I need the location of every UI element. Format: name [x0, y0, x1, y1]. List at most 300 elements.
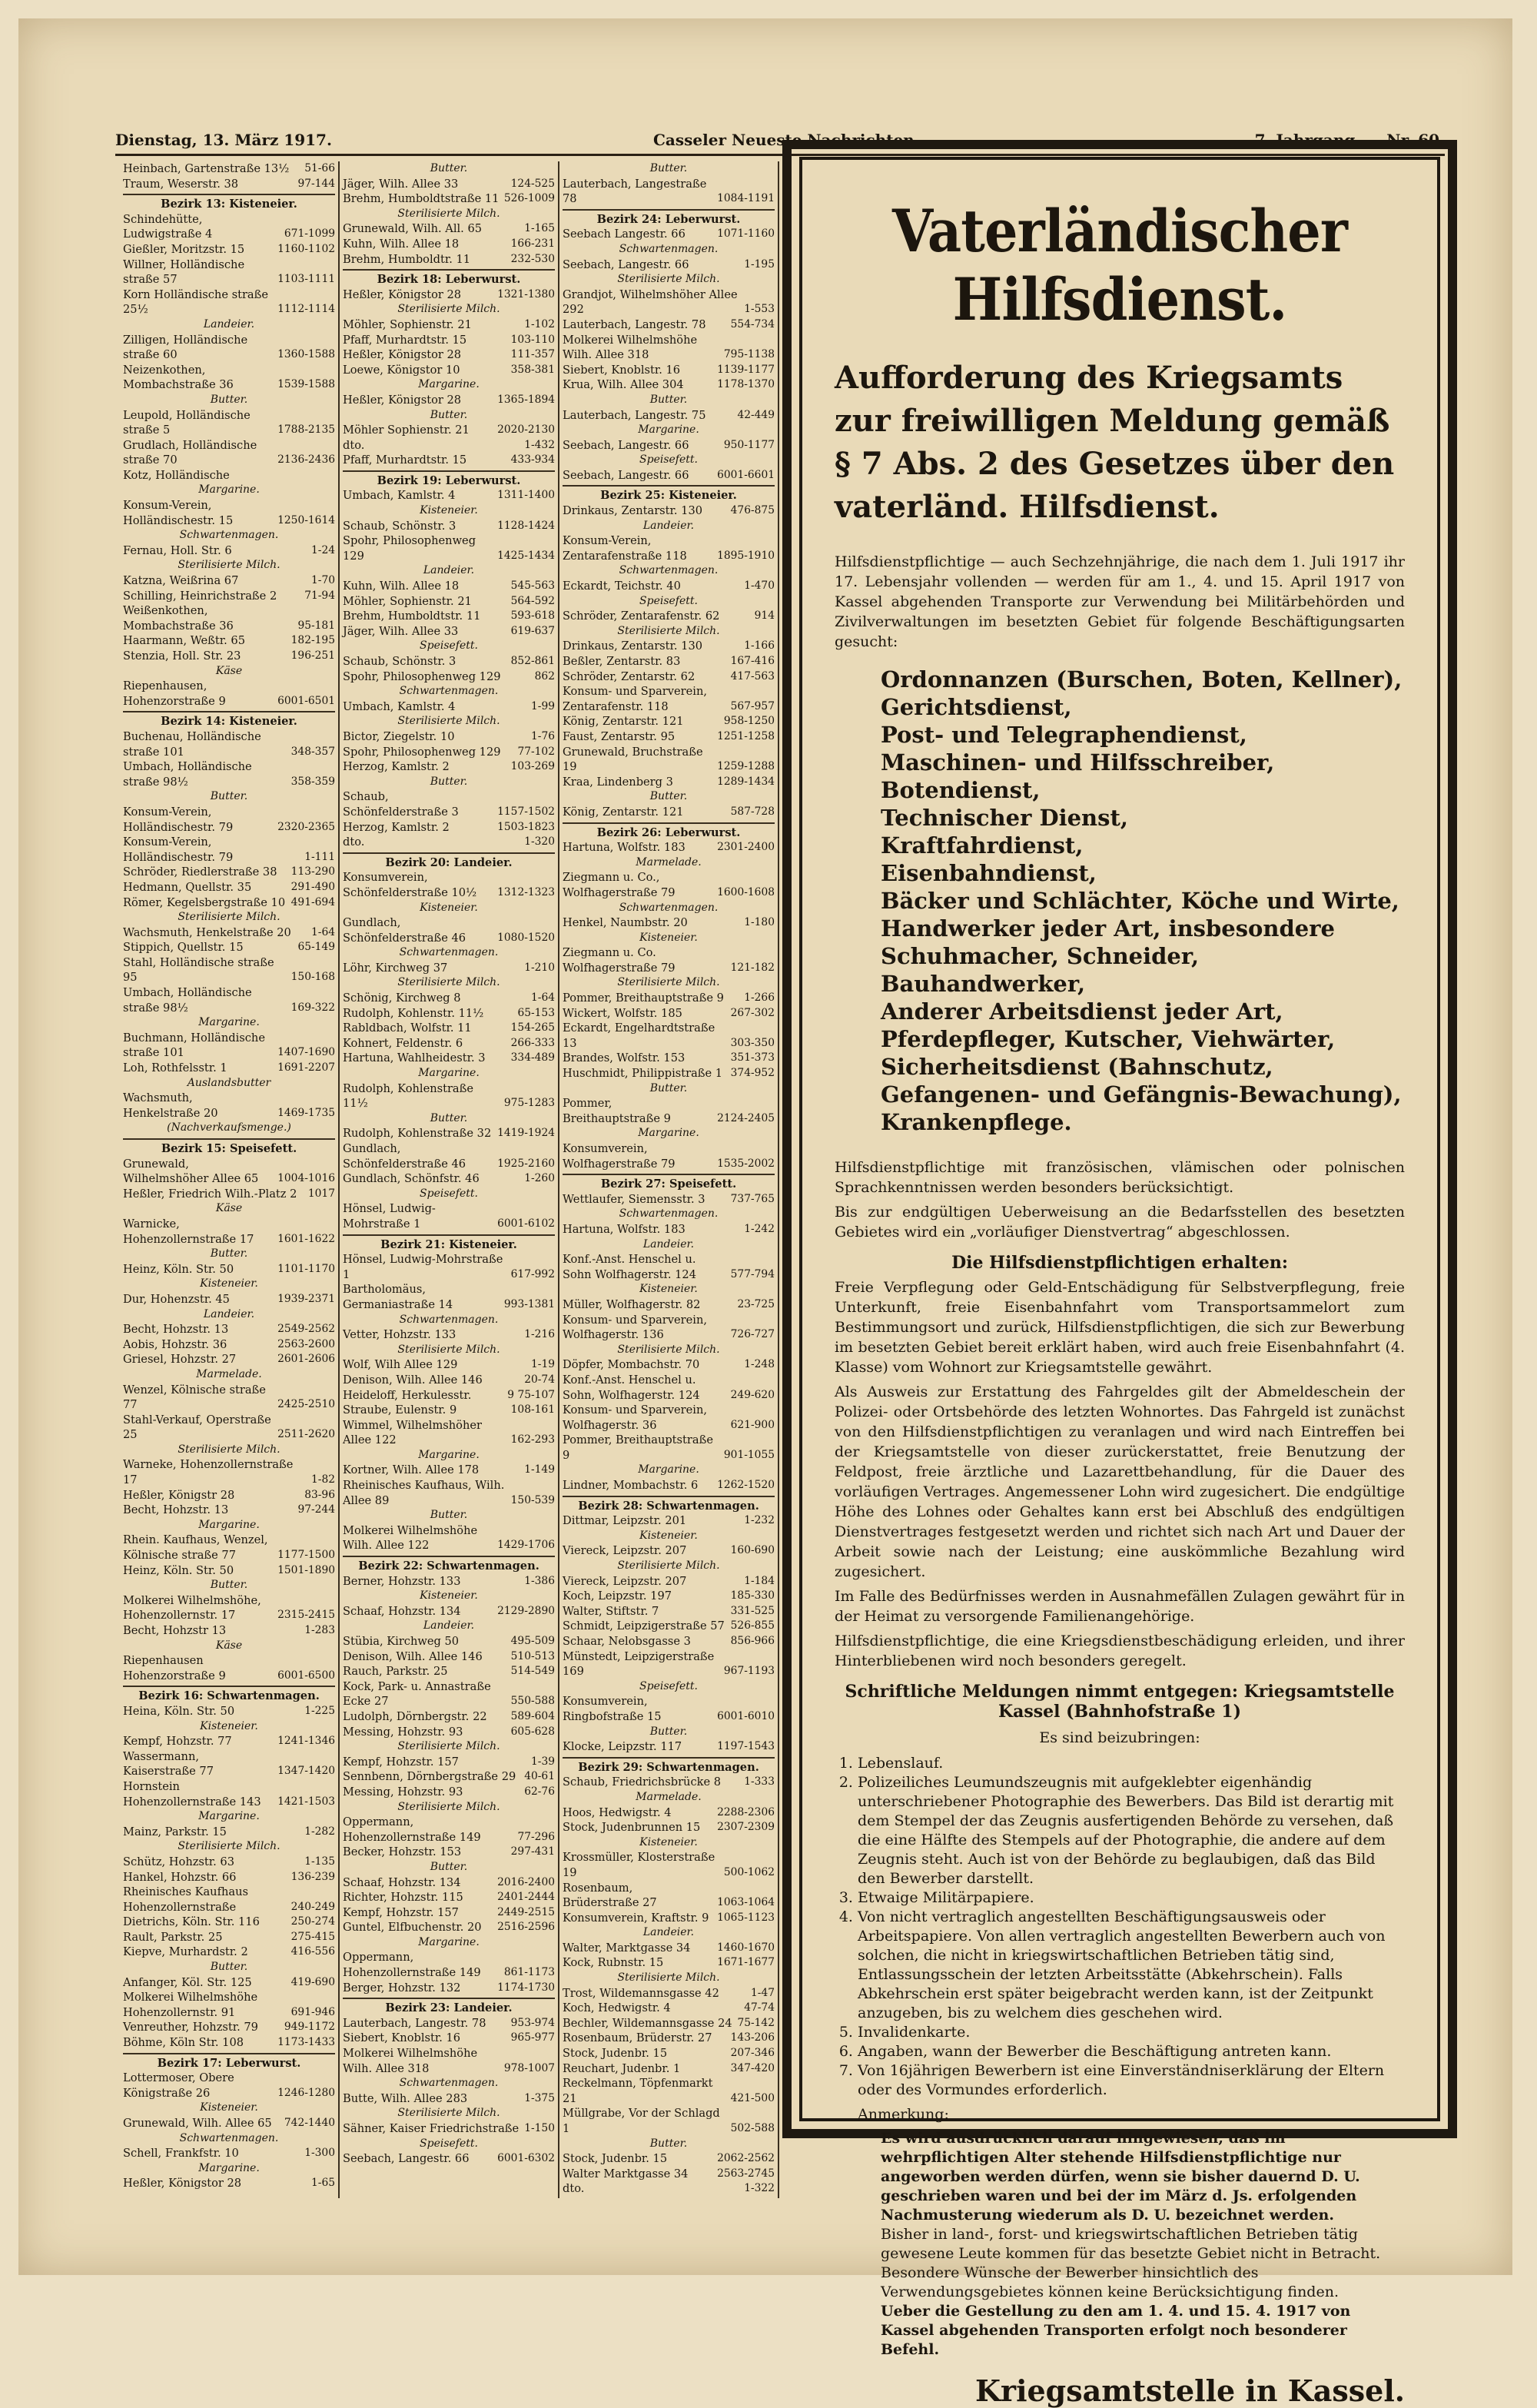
- ration-number-range: 1004-1016: [277, 1172, 335, 1185]
- shop-name: Heßler, Königstr 28: [123, 1488, 235, 1502]
- distribution-entry: [123, 1187, 335, 1202]
- ration-number-range: 1178-1370: [717, 378, 775, 391]
- product-category: Sterilisierte Milch.: [397, 976, 500, 989]
- distribution-column-3: [563, 161, 775, 2198]
- product-category: Schwartenmagen.: [399, 2077, 499, 2090]
- product-category: Schwartenmagen.: [399, 1313, 499, 1326]
- district-heading: Bezirk 18: Leberwurst.: [343, 269, 555, 287]
- distribution-entry: [563, 1192, 775, 1207]
- distribution-entry: [123, 1653, 335, 1683]
- distribution-entry: [343, 669, 555, 685]
- shop-name: Lindner, Mombachstr. 6: [563, 1479, 699, 1493]
- shop-name: Schilling, Heinrichstraße 2: [123, 589, 277, 603]
- distribution-entry: [563, 227, 775, 242]
- distribution-entry: [563, 2181, 775, 2197]
- shop-name: Spohr, Philosophenweg 129: [343, 534, 476, 563]
- shop-name: Schröder, Zentarafenstr. 62: [563, 609, 720, 623]
- ration-number-range: 143-206: [730, 2031, 775, 2044]
- shop-name: Heßler, Königstor 28: [343, 393, 462, 407]
- shop-name: Becker, Hohzstr. 153: [343, 1845, 462, 1859]
- distribution-entry: [123, 2020, 335, 2035]
- district-heading: Bezirk 15: Speisefett.: [123, 1138, 335, 1157]
- distribution-entry: [343, 2121, 555, 2137]
- distribution-entry: [123, 759, 335, 789]
- ration-number-range: 1-64: [531, 991, 555, 1005]
- product-category: Kisteneier.: [200, 2101, 258, 2114]
- ration-number-range: 185-330: [730, 1589, 775, 1603]
- note-paragraph: Besondere Wünsche der Bewerber hinsichtlich des Verwendungsgebietes können keine Berücksichtigung finden.: [881, 2264, 1339, 2300]
- ration-number-range: 1321-1380: [497, 287, 555, 301]
- ration-number-range: 1071-1160: [717, 228, 775, 241]
- ration-number-range: 1-82: [311, 1473, 335, 1486]
- shop-name: Hoos, Hedwigstr. 4: [563, 1805, 672, 1819]
- shop-name: Beßler, Zentarstr. 83: [563, 655, 681, 668]
- ration-number-range: 1311-1400: [497, 489, 555, 502]
- ration-number-range: 351-373: [730, 1051, 775, 1065]
- shop-name: Konsumverein, Ringbofstraße 15: [563, 1695, 662, 1723]
- announcement-title: Vaterländischer Hilfsdienst.: [891, 197, 1348, 334]
- ration-number-range: 1017: [307, 1187, 335, 1200]
- occupation-item: Bäcker und Schlächter, Köche und Wirte,: [881, 888, 1399, 914]
- product-category: Käse: [215, 664, 243, 677]
- ration-number-range: 1-47: [751, 1986, 775, 1999]
- shop-name: Hartuna, Wolfstr. 183: [563, 1222, 686, 1236]
- requirement-item: 6. Angaben, wann der Bewerber die Beschäftigung antreten kann.: [858, 2042, 1405, 2061]
- product-category: Kisteneier.: [420, 901, 478, 914]
- shop-name: Kuhn, Wilh. Allee 18: [343, 237, 460, 251]
- distribution-entry: [123, 1779, 335, 1809]
- distribution-entry: [343, 1282, 555, 1312]
- distribution-entry: [563, 287, 775, 317]
- shop-name: Viereck, Leipzstr. 207: [563, 1544, 687, 1558]
- product-category: Margarine.: [638, 1463, 699, 1476]
- distribution-entry: [343, 624, 555, 639]
- distribution-entry: [343, 1051, 555, 1066]
- distribution-entry: [123, 865, 335, 880]
- shop-name: Schindehütte, Ludwigstraße 4: [123, 212, 213, 241]
- ration-number-range: 417-563: [730, 669, 775, 683]
- product-category: Kisteneier.: [639, 931, 698, 944]
- ration-number-range: 154-265: [510, 1021, 555, 1035]
- shop-name: Schmidt, Leipzigerstraße 57: [563, 1619, 725, 1633]
- ration-number-range: 297-431: [510, 1845, 555, 1858]
- distribution-entry: [123, 177, 335, 192]
- requirement-item: 2. Polizeiliches Leumundszeugnis mit aufgeklebter eigenhändig unterschriebener Photographie des Bewerbers. Das Bild ist derartig mit dem Stempel der das Zeugnis ausfertigenden Behörde zu versehen, daß die eine Hälfte des Stempels auf der Photographie, die andere auf dem Zeugnis steht. Auch ist von der Behörde zu beglaubigen, daß das Bild den Bewerber darstellt.: [858, 1773, 1405, 1888]
- shop-name: Denison, Wilh. Allee 146: [343, 1649, 483, 1663]
- shop-name: Wolf, Wilh Allee 129: [343, 1358, 458, 1372]
- requirement-item: 4. Von nicht vertraglich angestellten Beschäftigungsausweis oder Arbeitspapiere. Von allen vertraglich angestellten Bewerbern auch von solchen, die nicht in kriegswirtschaftlichen Betrieben tätig sind, Entlassungsschein der letzten Arbeitsstätte (Abkehrschein). Falls Abkehrschein erst später beigebracht werden kann, ist der Zeitpunkt anzugeben, bis zu welchem dies geschehen wird.: [858, 1908, 1405, 2023]
- ration-number-range: 526-1009: [503, 192, 555, 205]
- shop-name: Schaub, Friedrichsbrücke 8: [563, 1775, 722, 1789]
- shop-name: Kuhn, Wilh. Allee 18: [343, 580, 460, 593]
- ration-number-range: 589-604: [510, 1709, 555, 1722]
- distribution-entry: [123, 1413, 335, 1443]
- ration-number-range: 619-637: [510, 624, 555, 637]
- ration-number-range: 6001-6501: [277, 694, 335, 707]
- ration-number-range: 2601-2606: [277, 1353, 335, 1366]
- ration-number-range: 1173-1433: [277, 2036, 335, 2049]
- district-heading: Bezirk 21: Kisteneier.: [343, 1234, 555, 1253]
- distribution-entry: [343, 870, 555, 900]
- ration-number-range: 671-1099: [284, 228, 335, 241]
- distribution-entry: [343, 789, 555, 819]
- ration-number-range: 1251-1258: [717, 729, 775, 742]
- ration-number-range: 726-727: [730, 1328, 775, 1341]
- distribution-entry: [563, 2151, 775, 2167]
- distribution-entry: [123, 1262, 335, 1277]
- ration-number-range: 502-588: [730, 2122, 775, 2134]
- ration-number-range: 550-588: [510, 1695, 555, 1708]
- ration-number-range: 1419-1924: [497, 1127, 555, 1140]
- product-category: Sterilisierte Milch.: [617, 624, 720, 637]
- district-heading: Bezirk 17: Leberwurst.: [123, 2053, 335, 2071]
- shop-name: Messing, Hohzstr. 93: [343, 1725, 463, 1739]
- distribution-entry: [123, 1945, 335, 1960]
- ration-number-range: 1-300: [304, 2147, 335, 2160]
- ration-number-range: 577-794: [730, 1267, 775, 1280]
- distribution-entry: [563, 533, 775, 563]
- shop-name: Konsum-Verein, Zentarafenstraße 118: [563, 534, 687, 563]
- shop-name: Konsum- und Sparverein, Zentarafenstr. 118: [563, 685, 707, 713]
- ration-number-range: 42-449: [737, 408, 775, 421]
- distribution-entry: [563, 1021, 775, 1051]
- shop-name: Molkerei Wilhelmshöhe Hohenzollernstr. 91: [123, 1991, 258, 2019]
- shop-name: Griesel, Hohzstr. 27: [123, 1353, 237, 1367]
- shop-name: Eckardt, Teichstr. 40: [563, 580, 681, 593]
- shop-name: Pfaff, Murhardtstr. 15: [343, 453, 467, 467]
- distribution-entry: [343, 519, 555, 534]
- distribution-entry: [123, 2116, 335, 2131]
- ration-number-range: 121-182: [730, 961, 775, 974]
- ration-number-range: 419-690: [290, 1975, 335, 1988]
- shop-name: Anfanger, Köl. Str. 125: [123, 1975, 252, 1989]
- shop-name: Schröder, Zentarstr. 62: [563, 669, 695, 683]
- product-category: Schwartenmagen.: [619, 1207, 719, 1221]
- ration-number-range: 2062-2562: [717, 2152, 775, 2165]
- product-category: Sterilisierte Milch.: [178, 1840, 281, 1853]
- ration-number-range: 975-1283: [503, 1097, 555, 1110]
- distribution-entry: [343, 1725, 555, 1740]
- shop-name: Willner, Holländische straße 57: [123, 257, 245, 287]
- shop-name: Dur, Hohenzstr. 45: [123, 1292, 230, 1306]
- distribution-entry: [123, 1915, 335, 1930]
- ration-number-range: 97-244: [297, 1503, 335, 1516]
- distribution-entry: [563, 915, 775, 931]
- shop-name: Herzog, Kamlstr. 2: [343, 760, 450, 774]
- product-category: Marmelade.: [636, 855, 702, 869]
- shop-name: Dietrichs, Köln. Str. 116: [123, 1915, 260, 1929]
- distribution-entry: [563, 2167, 775, 2182]
- shop-name: Kotz, Holländische: [123, 468, 230, 482]
- ration-number-range: 103-269: [510, 760, 555, 773]
- shop-name: Schaub, Schönstr. 3: [343, 519, 456, 533]
- shop-name: Konsum- und Sparverein, Wolfhagerstr. 36: [563, 1403, 707, 1432]
- ration-number-range: 1503-1823: [497, 820, 555, 833]
- distribution-entry: [343, 1171, 555, 1187]
- shop-name: Umbach, Kamlstr. 4: [343, 489, 456, 503]
- distribution-entry: [123, 603, 335, 633]
- product-category: Schwartenmagen.: [619, 242, 719, 255]
- distribution-entry: [563, 654, 775, 669]
- ration-number-range: 2449-2515: [497, 1905, 555, 1918]
- shop-name: Grunewald, Wilhelmshöher Allee 65: [123, 1157, 259, 1186]
- ration-number-range: 953-974: [510, 2016, 555, 2029]
- district-heading: Bezirk 16: Schwartenmagen.: [123, 1686, 335, 1704]
- shop-name: Müllgrabe, Vor der Schlagd 1: [563, 2107, 720, 2135]
- shop-name: Molkerei Wilhelmshöhe Wilh. Allee 318: [343, 2047, 478, 2075]
- ration-number-range: 207-346: [730, 2047, 775, 2060]
- ration-number-range: 1103-1111: [277, 273, 335, 286]
- distribution-entry: [563, 1357, 775, 1373]
- ration-number-range: 1601-1622: [277, 1232, 335, 1245]
- distribution-entry: [343, 579, 555, 594]
- shop-name: Konsum- und Sparverein, Wolfhagerstr. 136: [563, 1313, 707, 1342]
- ration-number-range: 97-144: [297, 177, 335, 190]
- distribution-entry: [563, 468, 775, 483]
- ration-number-range: 232-530: [510, 252, 555, 265]
- shop-name: Stock, Judenbrunnen 15: [563, 1821, 701, 1835]
- ration-number-range: 2129-2890: [497, 1604, 555, 1617]
- ration-number-range: 914: [754, 609, 775, 623]
- shop-name: Klocke, Leipzstr. 117: [563, 1740, 682, 1754]
- shop-name: dto.: [563, 2182, 585, 2196]
- distribution-entry: [343, 594, 555, 609]
- ration-number-range: 1-70: [311, 574, 335, 587]
- shop-name: Kraa, Lindenberg 3: [563, 775, 673, 789]
- distribution-entry: [563, 1589, 775, 1604]
- distribution-entry: [123, 633, 335, 649]
- distribution-entry: [563, 669, 775, 685]
- distribution-entry: [123, 1855, 335, 1870]
- ration-number-range: 433-934: [510, 453, 555, 467]
- shop-name: Wachsmuth, Henkelstraße 20: [123, 925, 291, 939]
- product-category: Kisteneier.: [639, 1283, 698, 1296]
- distribution-entry: [563, 2076, 775, 2106]
- ration-number-range: 1250-1614: [277, 513, 335, 526]
- shop-name: Kempf, Hohzstr. 157: [343, 1905, 459, 1919]
- distribution-entry: [123, 679, 335, 709]
- shop-name: Rosenbaum, Brüderstraße 27: [563, 1881, 657, 1910]
- ration-number-range: 47-74: [744, 2001, 775, 2014]
- distribution-entry: [563, 609, 775, 624]
- product-category: Sterilisierte Milch.: [617, 1343, 720, 1356]
- ration-number-range: 1788-2135: [277, 423, 335, 437]
- distribution-entry: [343, 1006, 555, 1021]
- distribution-entry: [343, 333, 555, 348]
- shop-name: Reckelmann, Töpfenmarkt 21: [563, 2077, 713, 2105]
- shop-name: Wettlaufer, Siemensstr. 3: [563, 1192, 705, 1206]
- ration-number-range: 1289-1434: [717, 775, 775, 788]
- district-heading: Bezirk 14: Kisteneier.: [123, 711, 335, 729]
- ration-number-range: 1-266: [744, 991, 775, 1005]
- shop-name: Müller, Wolfhagerstr. 82: [563, 1297, 701, 1311]
- product-category: Butter.: [649, 1725, 688, 1738]
- ration-number-range: 1-232: [744, 1514, 775, 1527]
- occupation-item: Ordonnanzen (Burschen, Boten, Kellner),: [881, 666, 1403, 693]
- shop-name: Schaub, Schönstr. 3: [343, 655, 456, 668]
- shop-name: Schell, Frankfstr. 10: [123, 2147, 239, 2161]
- distribution-entry: [343, 1649, 555, 1665]
- ration-number-range: 1421-1503: [277, 1795, 335, 1808]
- ration-number-range: 1-333: [744, 1775, 775, 1789]
- shop-name: Schönig, Kirchweg 8: [343, 991, 461, 1005]
- distribution-entry: [123, 1825, 335, 1840]
- ration-number-range: 1-111: [304, 850, 335, 863]
- shop-name: Konsum-Verein, Holländischestr. 15: [123, 499, 234, 527]
- distribution-entry: [343, 1357, 555, 1373]
- shop-name: Reuchart, Judenbr. 1: [563, 2061, 681, 2075]
- distribution-entry: [123, 835, 335, 865]
- distribution-entry: [343, 317, 555, 333]
- ration-number-range: 958-1250: [723, 715, 775, 728]
- shop-name: Leupold, Holländische straße 5: [123, 408, 251, 437]
- ration-number-range: 113-290: [290, 865, 335, 879]
- ration-number-range: 83-96: [304, 1488, 335, 1501]
- shop-name: Hedmann, Quellstr. 35: [123, 880, 252, 894]
- shop-name: Kiepve, Murhardstr. 2: [123, 1945, 248, 1959]
- ration-number-range: 1157-1502: [497, 805, 555, 818]
- shop-name: Denison, Wilh. Allee 146: [343, 1373, 483, 1387]
- distribution-entry: [123, 2071, 335, 2101]
- shop-name: Lauterbach, Langestr. 78: [343, 2016, 486, 2030]
- ration-number-range: 2516-2596: [497, 1921, 555, 1934]
- distribution-entry: [123, 1623, 335, 1639]
- requirement-item: 5. Invalidenkarte.: [858, 2023, 1405, 2042]
- shop-name: Brehm, Humboldtr. 11: [343, 252, 471, 266]
- distribution-entry: [123, 1488, 335, 1503]
- shop-name: Henkel, Naumbstr. 20: [563, 916, 688, 930]
- shop-name: Rault, Parkstr. 25: [123, 1930, 223, 1944]
- ration-number-range: 1-64: [311, 925, 335, 938]
- ration-number-range: 1360-1588: [277, 348, 335, 361]
- ration-number-range: 1128-1424: [497, 519, 555, 532]
- distribution-entry: [343, 1634, 555, 1649]
- product-category: Margarine.: [198, 1518, 260, 1531]
- ration-number-range: 617-992: [510, 1267, 555, 1280]
- ration-number-range: 1-165: [524, 222, 555, 235]
- shop-name: Rheinisches Kaufhaus, Wilh. Allee 89: [343, 1479, 505, 1507]
- shop-name: Rabldbach, Wolfstr. 11: [343, 1021, 472, 1035]
- shop-name: Umbach, Holländische straße 98½: [123, 760, 252, 789]
- district-heading: Bezirk 27: Speisefett.: [563, 1174, 775, 1192]
- ration-number-range: 421-500: [730, 2091, 775, 2104]
- ration-number-range: 967-1193: [723, 1665, 775, 1678]
- shop-name: Schaar, Nelobsgasse 3: [563, 1635, 691, 1648]
- distribution-entry: [343, 363, 555, 378]
- shop-name: Becht, Hohzstr. 13: [123, 1503, 229, 1517]
- shop-name: Lauterbach, Langestraße 78: [563, 177, 707, 206]
- product-category: Margarine.: [418, 1935, 480, 1948]
- distribution-entry: [563, 1373, 775, 1403]
- distribution-entry: [343, 1021, 555, 1036]
- ration-number-range: 1-320: [524, 835, 555, 849]
- ration-number-range: 108-161: [510, 1403, 555, 1417]
- shop-name: Trost, Wildemannsgasse 42: [563, 1986, 719, 2000]
- ration-number-range: 1460-1670: [717, 1941, 775, 1954]
- distribution-entry: [563, 2031, 775, 2046]
- product-category: Margarine.: [418, 1448, 480, 1461]
- shop-name: Gießler, Moritzstr. 15: [123, 242, 245, 256]
- note-paragraph: [881, 2129, 1405, 2225]
- distribution-entry: [123, 287, 335, 317]
- product-category: Landeier.: [642, 1926, 695, 1939]
- shop-name: Rudolph, Kohlenstr. 11½: [343, 1006, 484, 1020]
- distribution-entry: [563, 408, 775, 423]
- distribution-entry: [123, 212, 335, 242]
- ration-number-range: 1063-1064: [717, 1896, 775, 1909]
- distribution-entry: [343, 1905, 555, 1921]
- ration-number-range: 348-357: [290, 745, 335, 758]
- ration-number-range: 526-855: [730, 1619, 775, 1632]
- distribution-entry: [123, 729, 335, 759]
- distribution-entry: [563, 377, 775, 393]
- shop-name: Heßler, Königstor 28: [343, 287, 462, 301]
- requirements-heading: Es sind beizubringen:: [1039, 1729, 1200, 1746]
- ration-number-range: 861-1173: [503, 1966, 555, 1979]
- product-category: Sterilisierte Milch.: [397, 1343, 500, 1356]
- ration-number-range: 1425-1434: [497, 549, 555, 562]
- shop-name: Stock, Judenbr. 15: [563, 2152, 668, 2166]
- distribution-entry: [123, 1734, 335, 1749]
- ration-number-range: 593-618: [510, 609, 555, 623]
- distribution-entry: [123, 438, 335, 468]
- distribution-entry: [563, 1619, 775, 1634]
- product-category: Butter.: [649, 2137, 688, 2150]
- ration-number-range: 500-1062: [723, 1865, 775, 1878]
- shop-name: Warnicke, Hohenzollernstraße 17: [123, 1217, 254, 1246]
- ration-number-range: 1895-1910: [717, 549, 775, 562]
- shop-name: Konf.-Anst. Henschel u. Sohn, Wolfhagerstr. 124: [563, 1373, 700, 1402]
- shop-name: Bartholomäus, Germaniastraße 14: [343, 1283, 453, 1311]
- distribution-entry: [123, 1885, 335, 1915]
- ration-number-range: 1671-1677: [717, 1956, 775, 1969]
- shop-name: Heßler, Friedrich Wilh.-Platz 2: [123, 1187, 297, 1201]
- shop-name: Römer, Kegelsbergstraße 10: [123, 895, 286, 909]
- distribution-entry: [123, 1503, 335, 1518]
- shop-name: Heßler, Königstor 28: [123, 2177, 242, 2190]
- district-heading: Bezirk 22: Schwartenmagen.: [343, 1556, 555, 1574]
- ration-number-range: 1177-1500: [277, 1549, 335, 1562]
- shop-name: Bechler, Wildemannsgasse 24: [563, 2016, 732, 2030]
- distribution-entry: [563, 1433, 775, 1463]
- ration-number-range: 6001-6302: [497, 2152, 555, 2165]
- distribution-entry: [563, 1911, 775, 1926]
- ration-number-range: 862: [534, 669, 555, 683]
- distribution-entry: [123, 589, 335, 604]
- shop-name: Spohr, Philosophenweg 129: [343, 745, 501, 759]
- product-category: Landeier.: [423, 1619, 475, 1632]
- ration-number-range: 1080-1520: [497, 931, 555, 944]
- distribution-entry: [343, 1785, 555, 1800]
- shop-name: Möhler, Sophienstr. 21: [343, 317, 472, 331]
- ration-number-range: 240-249: [290, 1900, 335, 1913]
- distribution-entry: [123, 333, 335, 363]
- distribution-entry: [123, 1749, 335, 1779]
- shop-name: Grunewald, Wilh. Allee 65: [123, 2117, 272, 2130]
- distribution-entry: [123, 1457, 335, 1487]
- product-category: Kisteneier.: [420, 1589, 478, 1603]
- shop-name: Mainz, Parkstr. 15: [123, 1825, 227, 1838]
- shop-name: Riepenhausen Hohenzorstraße 9: [123, 1654, 226, 1682]
- occupation-item: Pferdepfleger, Kutscher, Viehwärter,: [881, 1026, 1336, 1052]
- shop-name: Stahl, Holländische straße 95: [123, 955, 274, 985]
- product-category: Sterilisierte Milch.: [617, 1559, 720, 1573]
- ration-number-range: 1-553: [744, 303, 775, 316]
- product-category: Kisteneier.: [200, 1277, 258, 1290]
- product-category: Landeier.: [642, 519, 695, 532]
- shop-name: Möhler Sophienstr. 21: [343, 423, 470, 437]
- announcement-heading: Die Hilfsdienstpflichtigen erhalten:: [951, 1253, 1288, 1273]
